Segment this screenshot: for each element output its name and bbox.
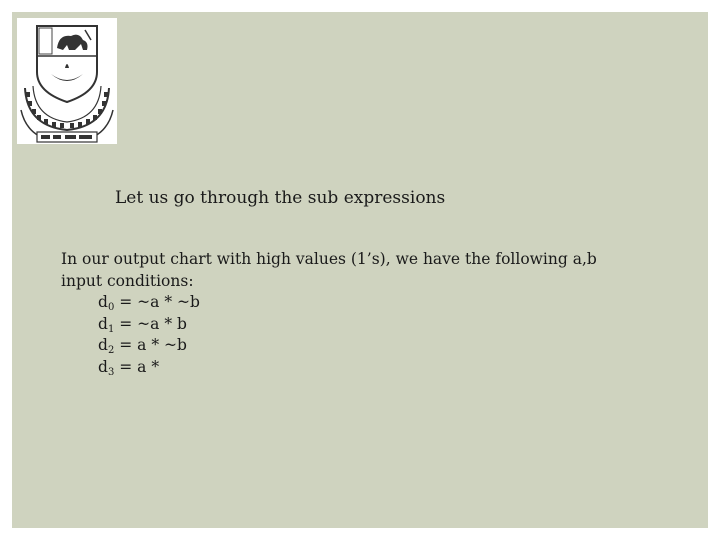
expression-var: d	[98, 357, 108, 376]
expression-d1	[61, 314, 621, 336]
slide-heading: Let us go through the sub expressions	[115, 188, 446, 208]
expression-subscript: 1	[107, 323, 115, 335]
expression-var: d	[98, 336, 108, 354]
expression-d3	[61, 357, 621, 379]
expression-subscript: 2	[107, 345, 115, 356]
slide	[12, 12, 708, 528]
intro-line-1: In our output chart with high values (1’s), we have the following a,b	[61, 250, 597, 268]
expression-subscript: 0	[107, 302, 115, 313]
expression-rhs: = a *	[119, 357, 160, 376]
expression-var: d	[98, 314, 108, 333]
expression-rhs: = a * ~b	[119, 336, 187, 354]
expression-subscript: 3	[107, 366, 115, 378]
expression-rhs: = ~a * b	[119, 314, 187, 333]
expression-d0	[61, 292, 621, 314]
slide-body	[61, 249, 621, 378]
expression-rhs: = ~a * ~b	[119, 293, 200, 311]
college-crest-logo	[17, 18, 117, 144]
expression-d2	[61, 335, 621, 357]
expression-var: d	[98, 293, 108, 311]
college-crest-icon	[17, 18, 117, 144]
intro-line-2: input conditions:	[61, 271, 194, 290]
